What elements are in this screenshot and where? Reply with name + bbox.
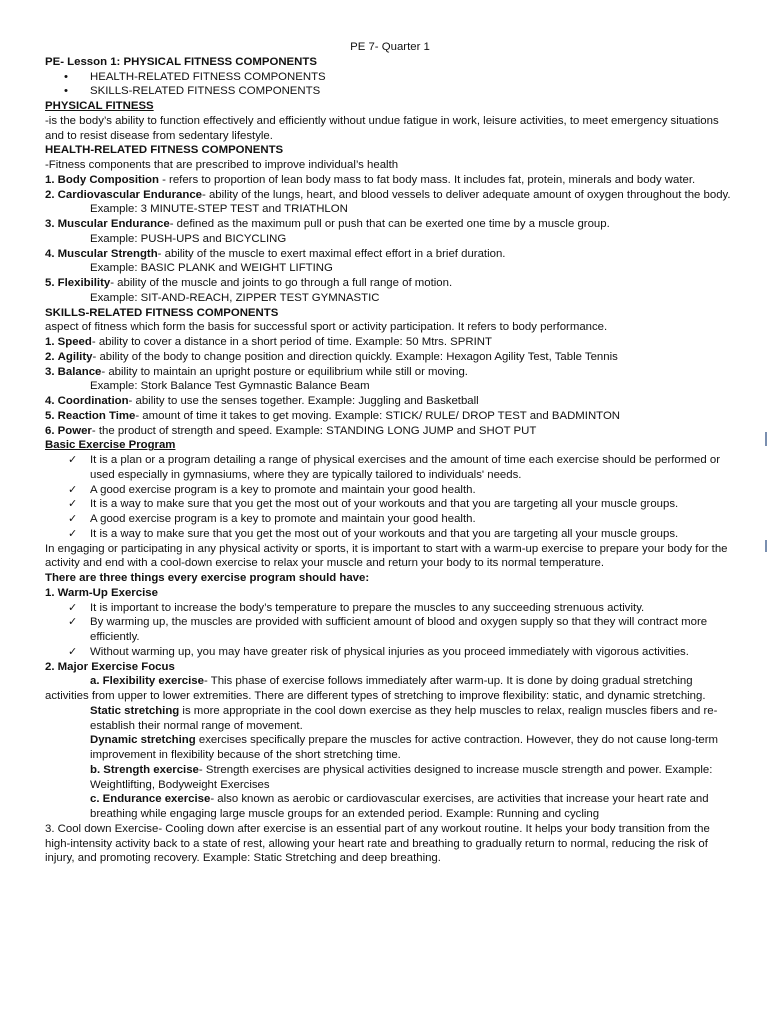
component-term: Power (57, 424, 92, 437)
component-number: 3. (45, 365, 55, 378)
component-description: - ability to maintain an upright posture or equilibrium while still or moving. (101, 365, 468, 378)
endurance-paragraph (45, 792, 735, 822)
component-term: Body Composition (57, 173, 159, 186)
basic-program-checklist (45, 453, 735, 542)
checklist-text: It is a way to make sure that you get the most out of your workouts and that you are targeting all your muscle groups. (90, 498, 679, 511)
component-description: - ability to cover a distance in a short period of time. Example: 50 Mtrs. SPRINT (91, 336, 492, 348)
health-related-intro: -Fitness components that are prescribed to improve individual’s health (45, 159, 399, 171)
page-edge-marker (765, 540, 767, 552)
component-number: 5. (45, 409, 55, 422)
component-item (45, 173, 735, 188)
dynamic-term: Dynamic stretching (90, 734, 196, 747)
checklist-text: Without warming up, you may have greater risk of physical injuries as you proceed immediately with vigorous activities. (90, 645, 689, 658)
component-number: 4. (45, 395, 55, 407)
major-focus-heading: 2. Major Exercise Focus (45, 660, 175, 673)
component-item (45, 409, 735, 424)
component-example: Example: BASIC PLANK and WEIGHT LIFTING (90, 262, 333, 275)
skills-related-heading: SKILLS-RELATED FITNESS COMPONENTS (45, 306, 279, 319)
cool-down-paragraph: 3. Cool down Exercise- Cooling down after exercise is an essential part of any workout routine. It helps your body transition from the high-intensity activity back to a state of rest, allowing your heart rate and breathing to gradually return to normal, reducing the risk of injury, and promoting recovery. Example: Static Stretching and deep breathing. (45, 822, 710, 865)
warm-up-checklist (45, 601, 735, 660)
component-number: 1. (45, 173, 55, 186)
checklist-item (68, 526, 735, 542)
checklist-text: By warming up, the muscles are provided with sufficient amount of blood and oxygen supply so that they will contract more efficiently. (90, 616, 708, 643)
check-mark-icon: ✓ (68, 512, 78, 525)
component-description: - ability of the lungs, heart, and blood vessels to deliver adequate amount of oxygen throughout the body. Example: 3 MINUTE-STEP TEST and TRIATHLON (90, 188, 731, 216)
lesson-topics-list (45, 70, 735, 100)
component-example: Example: Stork Balance Test Gymnastic Balance Beam (90, 380, 370, 393)
checklist-item (68, 453, 735, 483)
flexibility-paragraph (45, 674, 735, 704)
checklist-text: It is a plan or a program detailing a range of physical exercises and the amount of time each exercise should be performed or used especially in gymnasiums, where they are typically tailored to individuals' needs. (90, 454, 720, 481)
flexibility-text: - This phase of exercise follows immediately after warm-up. It is done by doing gradual stretching activities from upper to lower extremities. There are different types of stretching to improve flexibility: static, and dynamic stretching. (45, 675, 706, 702)
component-description: - the product of strength and speed. Example: STANDING LONG JUMP and SHOT PUT (91, 424, 537, 437)
warm-up-heading: 1. Warm-Up Exercise (45, 586, 158, 599)
static-stretching-paragraph (45, 704, 735, 734)
lesson-topic-item: • SKILLS-RELATED FITNESS COMPONENTS (90, 84, 735, 99)
component-number: 6. (45, 424, 55, 437)
component-item (45, 335, 735, 350)
checklist-item (68, 482, 735, 498)
checklist-text: It is a way to make sure that you get the most out of your workouts and that you are targeting all your muscle groups. (90, 527, 679, 540)
component-item (45, 350, 735, 365)
strength-paragraph (45, 763, 735, 793)
dynamic-text: exercises specifically prepare the muscles for active contraction. However, they do not cause long-term improvement in flexibility because of the short stretching time. (90, 734, 719, 761)
component-term: Coordination (57, 395, 129, 407)
endurance-term: c. Endurance exercise (90, 793, 211, 806)
component-term: Speed (57, 336, 92, 348)
component-number: 5. (45, 277, 55, 289)
page-edge-marker (765, 432, 767, 446)
lesson-title: PE- Lesson 1: PHYSICAL FITNESS COMPONENTS (45, 55, 317, 68)
warmup-cooldown-paragraph: In engaging or participating in any physical activity or sports, it is important to start with a warm-up exercise to prepare your body for the activity and end with a cool-down exercise to relax your muscle and return your body to its normal temperature. (45, 542, 728, 570)
basic-program-heading: Basic Exercise Program (45, 439, 176, 452)
checklist-item (68, 644, 735, 660)
component-number: 4. (45, 247, 55, 260)
health-related-heading: HEALTH-RELATED FITNESS COMPONENTS (45, 144, 284, 157)
check-mark-icon: ✓ (68, 615, 78, 629)
component-item (45, 365, 735, 380)
component-description: - defined as the maximum pull or push that can be exerted one time by a muscle group. (169, 218, 610, 230)
checklist-text: A good exercise program is a key to promote and maintain your good health. (90, 513, 476, 525)
component-term: Balance (57, 365, 102, 378)
component-term: Flexibility (57, 277, 111, 289)
component-description: - ability of the muscle to exert maximal effect effort in a brief duration. (157, 247, 506, 260)
check-mark-icon: ✓ (68, 644, 78, 658)
check-mark-icon: ✓ (68, 453, 78, 466)
health-related-list (45, 173, 735, 306)
checklist-item (68, 615, 735, 645)
checklist-item (68, 600, 735, 616)
component-item (45, 217, 735, 232)
component-term: Cardiovascular Endurance (57, 188, 203, 201)
document-page (45, 40, 735, 866)
static-text: is more appropriate in the cool down exercise as they help muscles to relax, realign muscles fibers and re-establish their normal range of movement. (90, 704, 718, 732)
static-term: Static stretching (90, 704, 180, 717)
component-example: Example: SIT-AND-REACH, ZIPPER TEST GYMNASTIC (90, 291, 380, 304)
checklist-text: It is important to increase the body’s temperature to prepare the muscles to any succeeding strenuous activity. (90, 601, 645, 614)
component-number: 2. (45, 350, 55, 363)
component-number: 1. (45, 336, 55, 348)
checklist-item (68, 512, 735, 527)
component-description: - amount of time it takes to get moving. Example: STICK/ RULE/ DROP TEST and BADMINTON (135, 409, 621, 422)
component-item (45, 276, 735, 291)
flexibility-term: a. Flexibility exercise (90, 675, 204, 688)
checklist-text: A good exercise program is a key to promote and maintain your good health. (90, 483, 476, 496)
check-mark-icon: ✓ (68, 600, 78, 614)
component-description: - ability of the muscle and joints to go through a full range of motion. (110, 277, 453, 289)
component-term: Reaction Time (57, 409, 136, 422)
strength-term: b. Strength exercise (90, 763, 199, 776)
page-title: PE 7- Quarter 1 (350, 41, 430, 53)
component-description: - ability of the body to change position and direction quickly. Example: Hexagon Agility Test, Table Tennis (92, 350, 618, 363)
component-number: 2. (45, 188, 55, 201)
physical-fitness-heading: PHYSICAL FITNESS (45, 100, 154, 112)
component-description: - refers to proportion of lean body mass to fat body mass. It includes fat, protein, minerals and body water. (158, 173, 696, 186)
check-mark-icon: ✓ (68, 526, 78, 540)
component-term: Agility (57, 350, 93, 363)
component-item (45, 188, 735, 218)
strength-text: - Strength exercises are physical activities designed to increase muscle strength and power. Example: Weightlifting, Bodyweight Exercises (90, 763, 713, 791)
checklist-item (68, 497, 735, 512)
component-term: Muscular Strength (57, 247, 158, 260)
dynamic-stretching-paragraph (45, 733, 735, 763)
check-mark-icon: ✓ (68, 482, 78, 496)
component-item (45, 394, 735, 409)
component-term: Muscular Endurance (57, 218, 170, 230)
skills-related-intro: aspect of fitness which form the basis for successful sport or activity participation. It refers to body performance. (45, 321, 608, 334)
component-number: 3. (45, 218, 55, 230)
three-things-heading: There are three things every exercise program should have: (45, 572, 370, 584)
skills-related-list (45, 335, 735, 438)
endurance-text: - also known as aerobic or cardiovascular exercises, are activities that increase your heart rate and breathing while engaging large muscle groups for an extended period. Example: Running and cycling (90, 793, 709, 820)
component-item (45, 247, 735, 262)
lesson-topic-item: • HEALTH-RELATED FITNESS COMPONENTS (90, 70, 735, 85)
physical-fitness-definition: -is the body’s ability to function effectively and efficiently without undue fatigue in work, leisure activities, to meet emergency situations and to resist disease from sedentary lifestyle. (45, 114, 719, 142)
component-description: - ability to use the senses together. Example: Juggling and Basketball (128, 395, 479, 407)
check-mark-icon: ✓ (68, 497, 78, 511)
component-item (45, 424, 735, 439)
component-example: Example: PUSH-UPS and BICYCLING (90, 232, 287, 245)
